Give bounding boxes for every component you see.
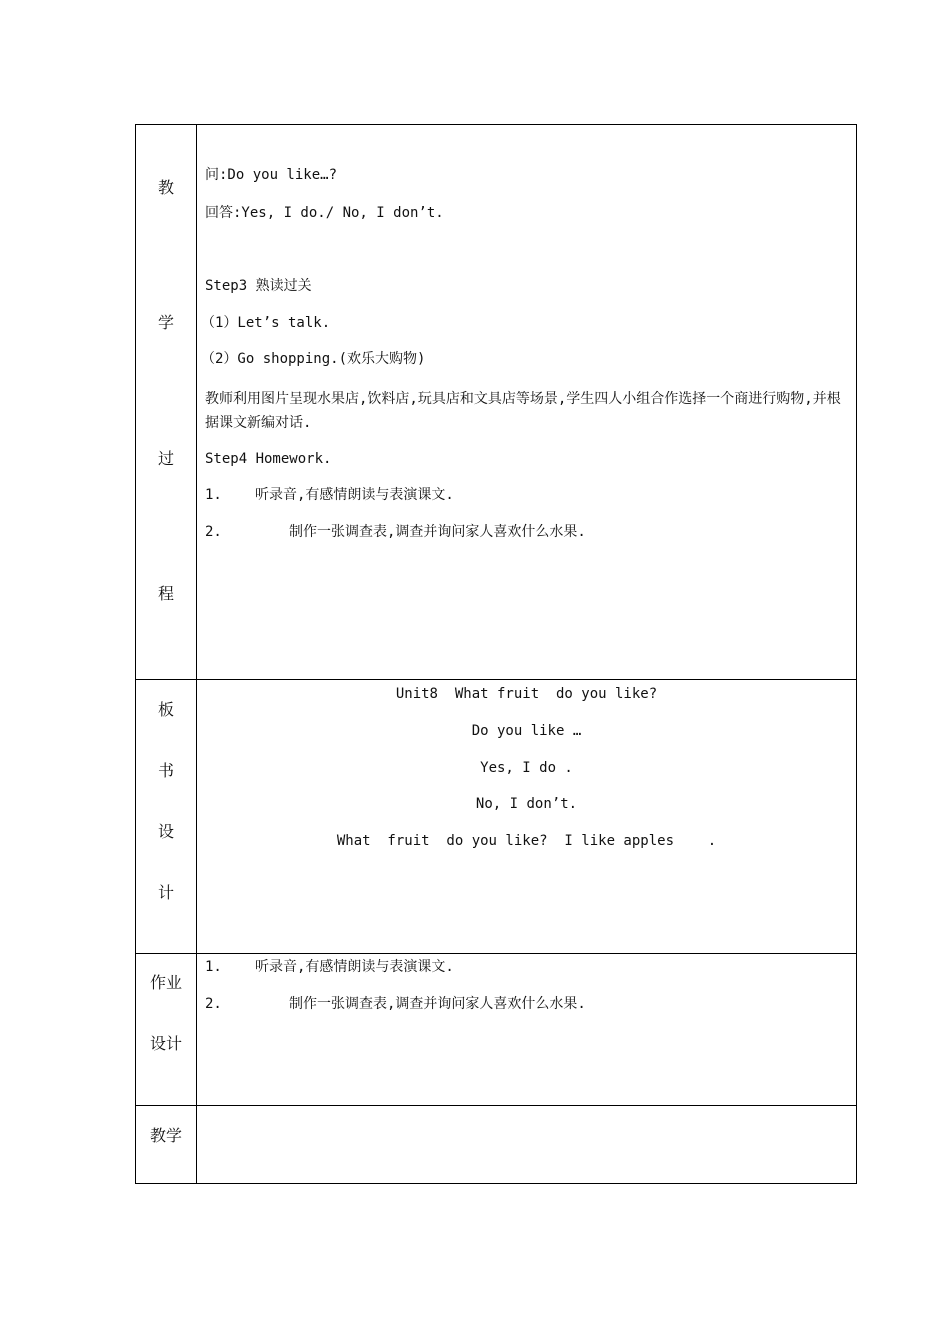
- board-row: [136, 680, 857, 954]
- board-line: Yes, I do .: [480, 760, 573, 776]
- lesson-plan-table: [135, 124, 857, 1184]
- step4-heading: Step4 Homework.: [205, 451, 332, 467]
- board-label-char: 计: [157, 883, 174, 902]
- board-label-cell: [136, 680, 197, 954]
- step3-item-1: （1）Let’s talk.: [201, 315, 331, 331]
- board-label-char: 板: [157, 700, 174, 719]
- item-number: 2.: [205, 996, 222, 1012]
- item-number: 2.: [205, 524, 222, 540]
- board-content-cell: [197, 680, 857, 954]
- homework-item-1: [205, 485, 454, 505]
- board-title: Unit8 What fruit do you like?: [395, 686, 658, 702]
- process-content-cell: [197, 125, 857, 680]
- item-number: 1.: [205, 487, 222, 503]
- board-line: No, I don’t.: [475, 796, 578, 812]
- board-label-char: 书: [157, 761, 174, 780]
- reflection-label: 教学: [149, 1126, 182, 1145]
- reflection-label-cell: [136, 1106, 197, 1184]
- board-line: Do you like …: [471, 723, 582, 739]
- step3-item-2: （2）Go shopping.(欢乐大购物): [201, 351, 426, 367]
- process-row: [136, 125, 857, 680]
- answer-line: 回答:Yes, I do./ No, I don’t.: [205, 205, 444, 221]
- homework-label: 作业: [149, 973, 182, 992]
- process-label-char: 教: [157, 178, 174, 197]
- homework-label: 设计: [149, 1034, 182, 1053]
- item-text: 听录音,有感情朗读与表演课文.: [255, 959, 454, 975]
- question-line: 问:Do you like…?: [205, 167, 338, 183]
- homework-item-2: [205, 522, 586, 542]
- process-label-char: 过: [157, 449, 174, 468]
- process-label-char: 程: [157, 584, 174, 603]
- reflection-row: [136, 1106, 857, 1184]
- item-number: 1.: [205, 959, 222, 975]
- item-text: 听录音,有感情朗读与表演课文.: [255, 487, 454, 503]
- step3-heading: Step3 熟读过关: [205, 278, 312, 294]
- item-text: 制作一张调查表,调查并询问家人喜欢什么水果.: [289, 524, 586, 540]
- homework-label-cell: [136, 954, 197, 1106]
- board-label-char: 设: [157, 822, 174, 841]
- process-label-cell: [136, 125, 197, 680]
- homework-row: [136, 954, 857, 1106]
- process-label-char: 学: [157, 313, 174, 332]
- step3-description: 教师利用图片呈现水果店,饮料店,玩具店和文具店等场景,学生四人小组合作选择一个商进行购物,并根据课文新编对话.: [205, 391, 841, 431]
- item-text: 制作一张调查表,调查并询问家人喜欢什么水果.: [289, 996, 586, 1012]
- board-line: What fruit do you like? I like apples .: [336, 833, 717, 849]
- homework-item-2: [205, 994, 586, 1014]
- reflection-content-cell: [197, 1106, 857, 1184]
- homework-item-1: [205, 957, 454, 977]
- homework-content-cell: [197, 954, 857, 1106]
